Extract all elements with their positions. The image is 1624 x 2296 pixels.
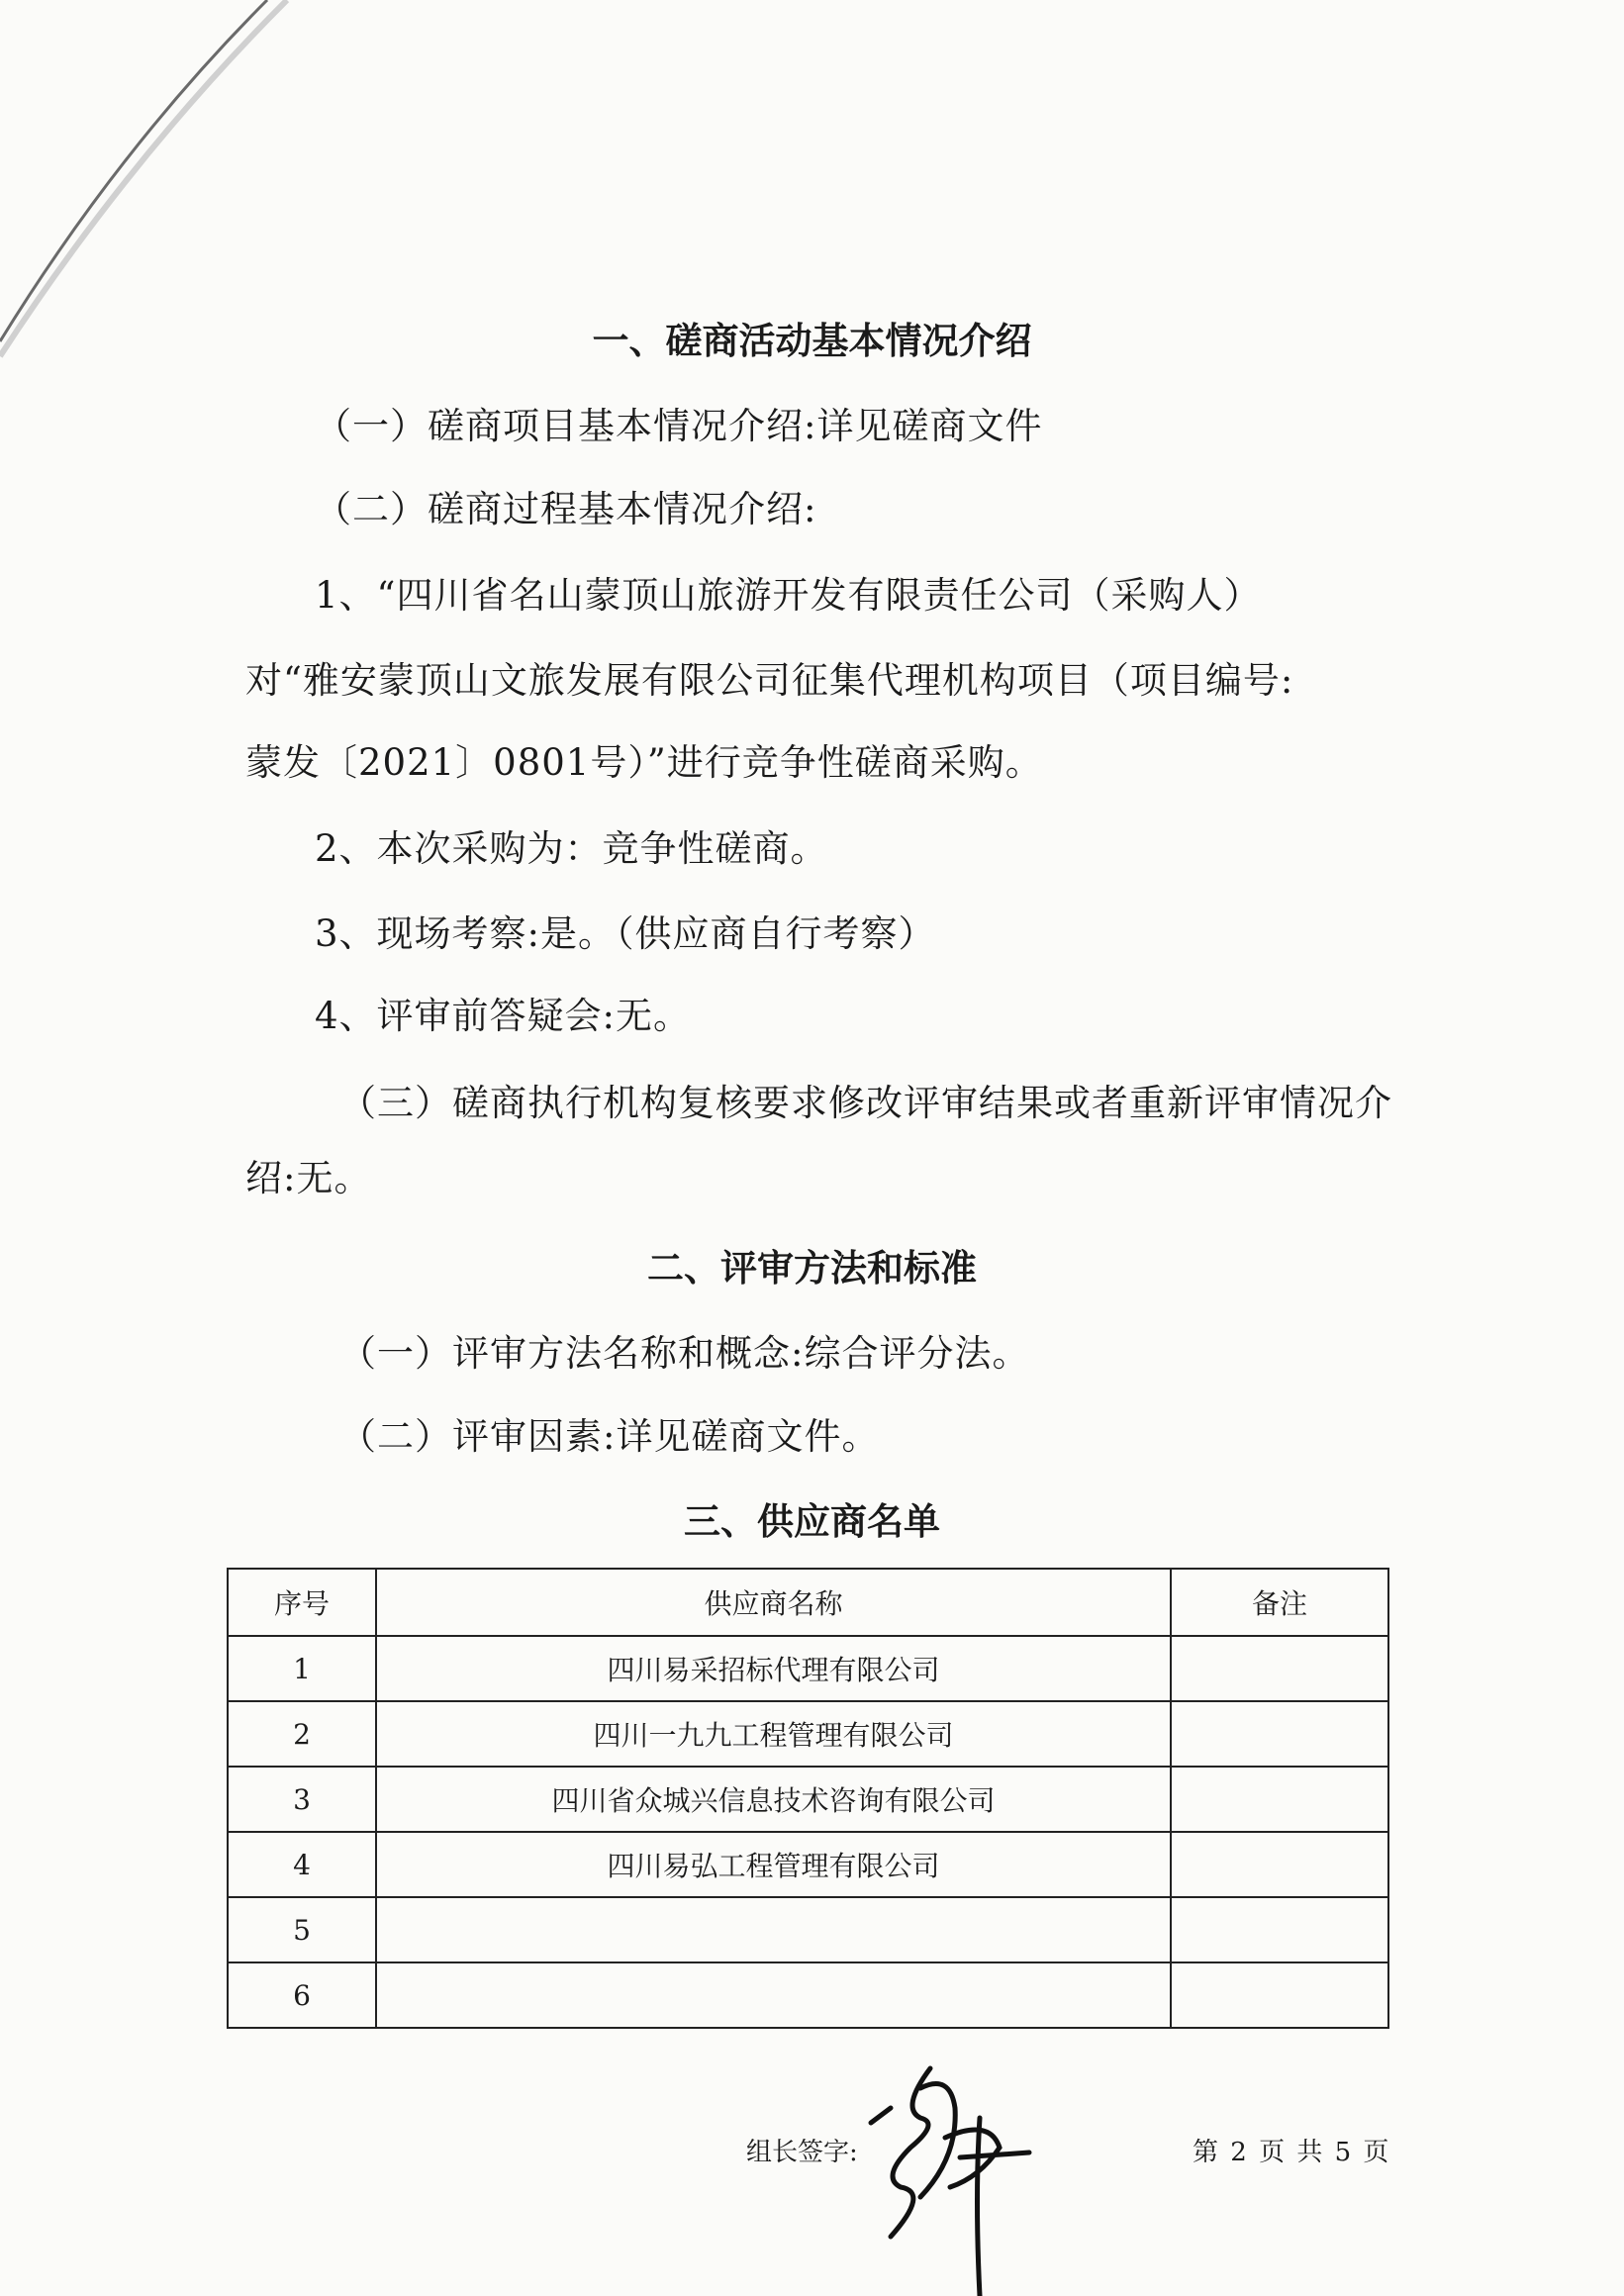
section1-title: 一、磋商活动基本情况介绍 xyxy=(592,319,1032,362)
row-no: 2 xyxy=(228,1701,376,1767)
paragraph3: 3、现场考察:是。（供应商自行考察） xyxy=(315,912,936,955)
row-supplier-name xyxy=(376,1897,1171,1962)
row-note xyxy=(1171,1701,1388,1767)
row-note xyxy=(1171,1636,1388,1701)
row-supplier-name: 四川易弘工程管理有限公司 xyxy=(376,1832,1171,1897)
section2-item2: （二）评审因素:详见磋商文件。 xyxy=(339,1415,880,1458)
row-no: 5 xyxy=(228,1897,376,1962)
table-row xyxy=(228,1701,1388,1767)
paragraph1-line2: 对“雅安蒙顶山文旅发展有限公司征集代理机构项目（项目编号: xyxy=(245,659,1294,702)
row-no: 4 xyxy=(228,1832,376,1897)
signature-label: 组长签字: xyxy=(746,2138,858,2167)
row-supplier-name: 四川一九九工程管理有限公司 xyxy=(376,1701,1171,1767)
table-row xyxy=(228,1832,1388,1897)
row-supplier-name xyxy=(376,1962,1171,2028)
row-supplier-name: 四川省众城兴信息技术咨询有限公司 xyxy=(376,1767,1171,1832)
paragraph1-line3: 蒙发〔2021〕0801号）”进行竞争性磋商采购。 xyxy=(245,741,1043,784)
row-note xyxy=(1171,1832,1388,1897)
table-row xyxy=(228,1767,1388,1832)
page-number: 第 2 页 共 5 页 xyxy=(1193,2138,1389,2167)
row-no: 3 xyxy=(228,1767,376,1832)
supplier-table xyxy=(227,1568,1389,2029)
row-supplier-name: 四川易采招标代理有限公司 xyxy=(376,1636,1171,1701)
paragraph4: 4、评审前答疑会:无。 xyxy=(315,995,692,1037)
table-row xyxy=(228,1636,1388,1701)
section2-title: 二、评审方法和标准 xyxy=(647,1246,977,1290)
table-header-row xyxy=(228,1569,1388,1636)
header-note: 备注 xyxy=(1171,1569,1388,1636)
row-note xyxy=(1171,1767,1388,1832)
row-note xyxy=(1171,1962,1388,2028)
section1-item3-line1: （三）磋商执行机构复核要求修改评审结果或者重新评审情况介 xyxy=(339,1082,1392,1124)
section1-item2: （二）磋商过程基本情况介绍: xyxy=(315,488,817,530)
row-no: 6 xyxy=(228,1962,376,2028)
header-no: 序号 xyxy=(228,1569,376,1636)
section3-title: 三、供应商名单 xyxy=(684,1499,940,1543)
section1-item3-line2: 绍:无。 xyxy=(245,1157,372,1199)
paragraph1-line1: 1、“四川省名山蒙顶山旅游开发有限责任公司（采购人） xyxy=(315,574,1262,617)
header-supplier-name: 供应商名称 xyxy=(376,1569,1171,1636)
handwritten-signature xyxy=(861,2049,1039,2296)
section2-item1: （一）评审方法名称和概念:综合评分法。 xyxy=(339,1332,1030,1375)
section1-item1: （一）磋商项目基本情况介绍:详见磋商文件 xyxy=(315,405,1043,447)
paragraph2: 2、本次采购为：竞争性磋商。 xyxy=(315,827,828,870)
row-note xyxy=(1171,1897,1388,1962)
row-no: 1 xyxy=(228,1636,376,1701)
table-row xyxy=(228,1962,1388,2028)
table-row xyxy=(228,1897,1388,1962)
